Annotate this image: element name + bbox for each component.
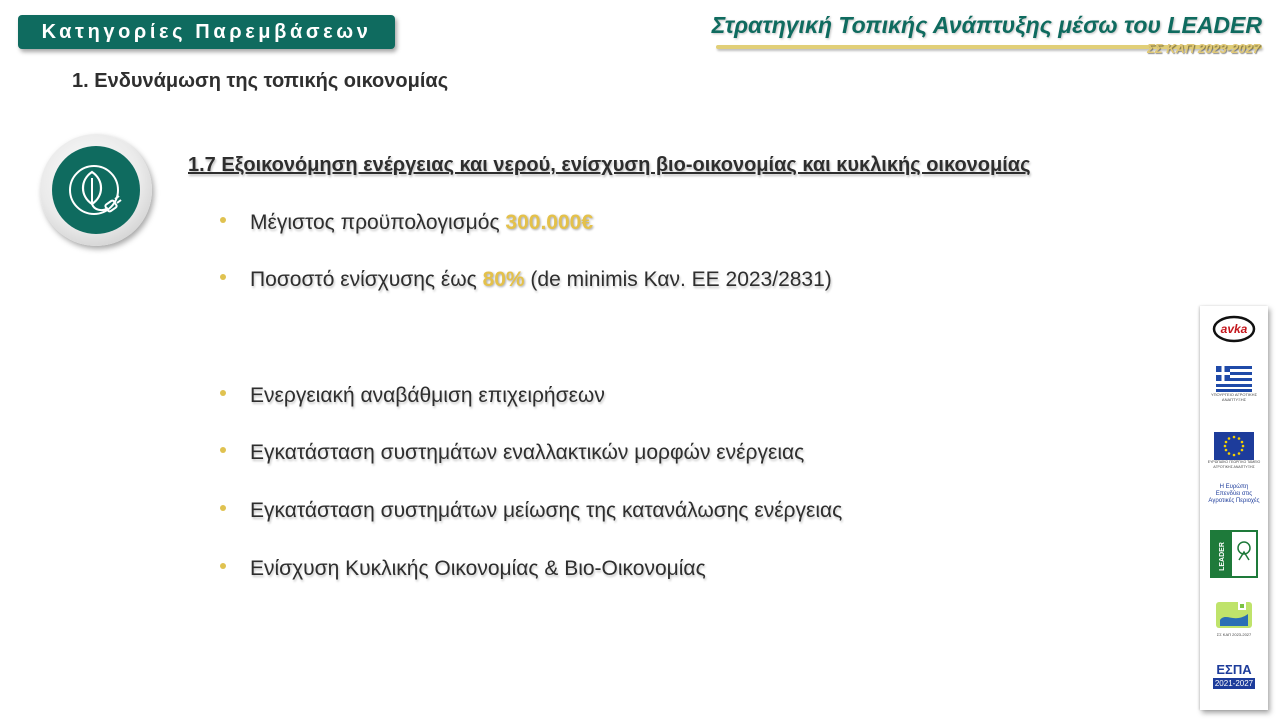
list-item [220, 441, 804, 465]
bullet-icon [220, 274, 226, 280]
budget-bullet [220, 211, 593, 235]
eu-flag-logo [1200, 432, 1268, 469]
list-item [220, 384, 605, 408]
strategy-title: Στρατηγική Τοπικής Ανάπτυξης μέσω του LEADER [711, 12, 1262, 38]
greek-flag-logo [1200, 366, 1268, 402]
leader-logo [1200, 530, 1268, 578]
rate-note: (de minimis Καν. ΕΕ 2023/2831) [524, 268, 832, 291]
avka-text: avka [1220, 322, 1248, 336]
rate-value: 80% [482, 268, 525, 291]
list-item [220, 499, 842, 523]
espa-years: 2021-2027 [1214, 679, 1254, 688]
strategy-subtitle: ΣΣ ΚΑΠ 2023-2027 [1147, 41, 1260, 56]
avka-logo [1200, 314, 1268, 344]
action-text: Εγκατάσταση συστημάτων εναλλακτικών μορφών ενέργειας [250, 441, 805, 464]
eu-motto-text: Η Ευρώπη Επενδύει στις Αγροτικές Περιοχές [1208, 484, 1260, 504]
leaf-plug-icon-badge [40, 134, 152, 246]
kap-caption: ΣΣ ΚΑΠ 2023-2027 [1216, 632, 1252, 637]
bullet-icon [220, 505, 226, 511]
espa-logo [1200, 662, 1268, 696]
rate-bullet [220, 268, 832, 292]
leader-text: LEADER [1218, 542, 1226, 571]
leaf-plug-icon [52, 146, 140, 234]
budget-label: Μέγιστος προϋπολογισμός [250, 211, 506, 234]
budget-value: 300.000€ [505, 211, 593, 234]
action-text: Ενεργειακή αναβάθμιση επιχειρήσεων [250, 384, 605, 407]
category-badge: Κατηγορίες Παρεμβάσεων [18, 15, 395, 49]
intervention-subheading: 1.7 Εξοικονόμηση ενέργειας και νερού, ενίσχυση βιο-οικονομίας και κυκλικής οικονομίας [188, 154, 1031, 176]
action-text: Ενίσχυση Κυκλικής Οικονομίας & Βιο-Οικονομίας [250, 557, 706, 580]
ministry-caption: ΥΠΟΥΡΓΕΙΟ ΑΓΡΟΤΙΚΗΣ ΑΝΑΠΤΥΞΗΣ [1210, 392, 1258, 402]
bullet-icon [220, 217, 226, 223]
bullet-icon [220, 447, 226, 453]
rate-label: Ποσοστό ενίσχυσης έως [250, 268, 483, 291]
bullet-icon [220, 390, 226, 396]
sponsor-logo-bar [1200, 306, 1268, 710]
kap-logo [1200, 598, 1268, 637]
bullet-icon [220, 563, 226, 569]
espa-text: ΕΣΠΑ [1209, 662, 1259, 678]
action-text: Εγκατάσταση συστημάτων μείωσης της κατανάλωσης ενέργειας [250, 499, 843, 522]
section-title: 1. Ενδυνάμωση της τοπικής οικονομίας [72, 70, 449, 92]
eu-motto [1200, 484, 1268, 505]
eu-caption: ΕΥΡΩΠΑΪΚΟ ΓΕΩΡΓΙΚΟ ΤΑΜΕΙΟ ΑΓΡΟΤΙΚΗΣ ΑΝΑΠΤΥΞΗΣ [1207, 460, 1261, 469]
list-item [220, 557, 706, 581]
